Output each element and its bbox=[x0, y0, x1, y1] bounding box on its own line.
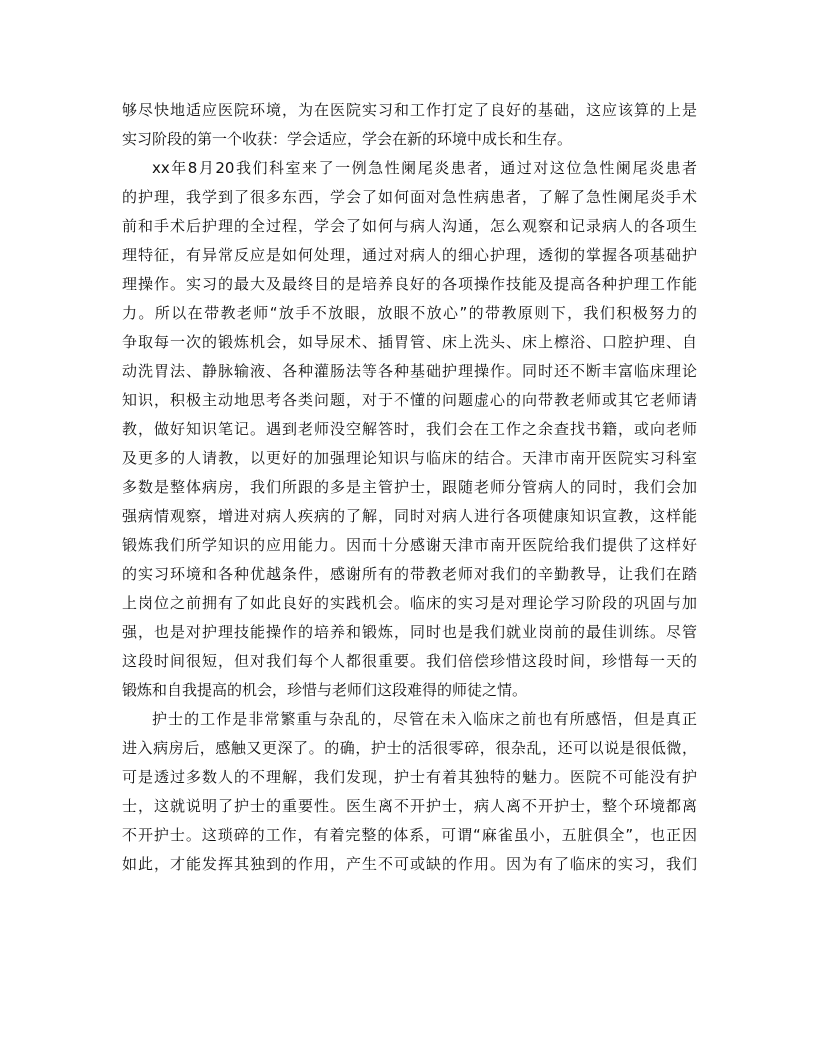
text-line: 及更多的人请教，以更好的加强理论知识与临床的结合。天津市南开医院实习科室 bbox=[122, 449, 697, 467]
text-line: 力。所以在带教老师“放手不放眼，放眼不放心”的带教原则下，我们积极努力的 bbox=[122, 304, 697, 322]
text-line: 如此，才能发挥其独到的作用，产生不可或缺的作用。因为有了临床的实习，我们 bbox=[122, 855, 697, 873]
text-line: 上岗位之前拥有了如此良好的实践机会。临床的实习是对理论学习阶段的巩固与加 bbox=[122, 594, 697, 612]
text-line: xx年8月20我们科室来了一例急性阑尾炎患者，通过对这位急性阑尾炎患者 bbox=[152, 159, 697, 177]
document-body bbox=[122, 96, 697, 879]
text-line: 这段时间很短，但对我们每个人都很重要。我们倍偿珍惜这段时间，珍惜每一天的 bbox=[122, 652, 697, 670]
text-line: 锻炼和自我提高的机会，珍惜与老师们这段难得的师徒之情。 bbox=[122, 681, 528, 699]
paragraph bbox=[122, 96, 697, 154]
text-line: 可是透过多数人的不理解，我们发现，护士有着其独特的魅力。医院不可能没有护 bbox=[122, 768, 697, 786]
paragraph bbox=[122, 705, 697, 879]
text-line: 的护理，我学到了很多东西，学会了如何面对急性病患者，了解了急性阑尾炎手术 bbox=[122, 188, 697, 206]
text-line: 护士的工作是非常繁重与杂乱的，尽管在未入临床之前也有所感悟，但是真正 bbox=[152, 710, 697, 728]
text-line: 多数是整体病房，我们所跟的多是主管护士，跟随老师分管病人的同时，我们会加 bbox=[122, 478, 697, 496]
text-line: 的实习环境和各种优越条件，感谢所有的带教老师对我们的辛勤教导，让我们在踏 bbox=[122, 565, 697, 583]
text-line: 强，也是对护理技能操作的培养和锻炼，同时也是我们就业岗前的最佳训练。尽管 bbox=[122, 623, 697, 641]
text-line: 知识，积极主动地思考各类问题，对于不懂的问题虚心的向带教老师或其它老师请 bbox=[122, 391, 697, 409]
text-line: 理特征，有异常反应是如何处理，通过对病人的细心护理，透彻的掌握各项基础护 bbox=[122, 246, 697, 264]
text-line: 士，这就说明了护士的重要性。医生离不开护士，病人离不开护士，整个环境都离 bbox=[122, 797, 697, 815]
text-line: 前和手术后护理的全过程，学会了如何与病人沟通，怎么观察和记录病人的各项生 bbox=[122, 217, 697, 235]
text-line: 进入病房后，感触又更深了。的确，护士的活很零碎，很杂乱，还可以说是很低微， bbox=[122, 739, 697, 757]
text-line: 教，做好知识笔记。遇到老师没空解答时，我们会在工作之余查找书籍，或向老师 bbox=[122, 420, 697, 438]
paragraph bbox=[122, 154, 697, 705]
text-line: 理操作。实习的最大及最终目的是培养良好的各项操作技能及提高各种护理工作能 bbox=[122, 275, 697, 293]
text-line: 争取每一次的锻炼机会，如导尿术、插胃管、床上洗头、床上檫浴、口腔护理、自 bbox=[122, 333, 697, 351]
text-line: 够尽快地适应医院环境，为在医院实习和工作打定了良好的基础，这应该算的上是 bbox=[122, 101, 697, 119]
text-line: 实习阶段的第一个收获：学会适应，学会在新的环境中成长和生存。 bbox=[122, 130, 573, 148]
text-line: 锻炼我们所学知识的应用能力。因而十分感谢天津市南开医院给我们提供了这样好 bbox=[122, 536, 697, 554]
text-line: 动洗胃法、静脉输液、各种灌肠法等各种基础护理操作。同时还不断丰富临床理论 bbox=[122, 362, 697, 380]
text-line: 强病情观察，增进对病人疾病的了解，同时对病人进行各项健康知识宣教，这样能 bbox=[122, 507, 697, 525]
text-line: 不开护士。这琐碎的工作，有着完整的体系，可谓“麻雀虽小，五脏俱全”，也正因 bbox=[122, 826, 697, 844]
